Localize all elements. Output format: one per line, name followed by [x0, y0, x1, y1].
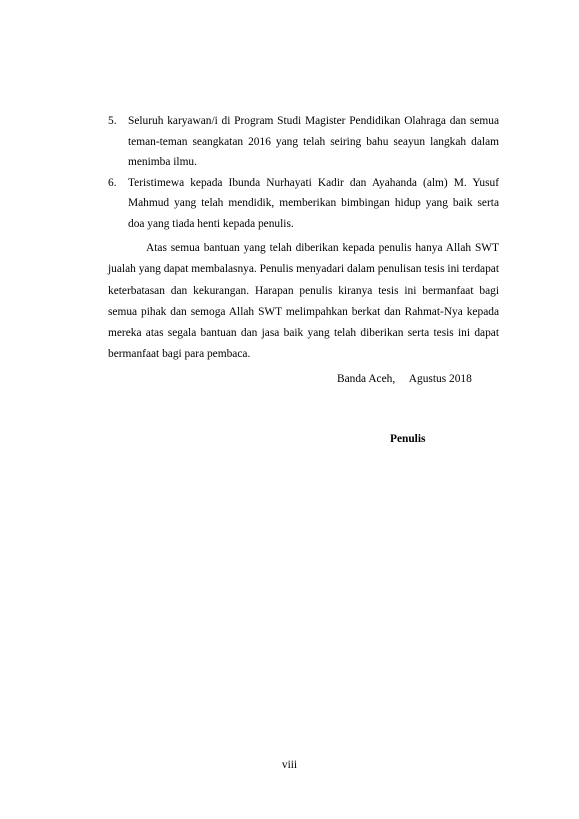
- author-signature: Penulis: [390, 433, 426, 445]
- list-item-text: Seluruh karyawan/i di Program Studi Magister Pendidikan Olahraga dan semua teman-teman seangkatan 2016 yang telah seiring bahu seayun langkah dalam menimba ilmu.: [128, 115, 499, 168]
- list-item: [108, 173, 499, 235]
- page-number: viii: [281, 759, 298, 771]
- list-item-text: Teristimewa kepada Ibunda Nurhayati Kadir dan Ayahanda (alm) M. Yusuf Mahmud yang telah mendidik, memberikan bimbingan hidup yang baik serta doa yang tiada henti kepada penulis.: [128, 176, 499, 230]
- place-date: Banda Aceh, Agustus 2018: [337, 373, 472, 385]
- closing-paragraph: Atas semua bantuan yang telah diberikan kepada penulis hanya Allah SWT jualah yang dapat membalasnya. Penulis menyadari dalam penulisan tesis ini terdapat keterbatasan dan kekurangan. Harapan penulis kiranya tesis ini bermanfaat bagi semua pihak dan semoga Allah SWT melimpahkan berkat dan Rahmat-Nya kepada mereka atas segala bantuan dan jasa baik yang telah diberikan serta tesis ini dapat bermanfaat bagi para pembaca.: [108, 242, 499, 361]
- list-item-number: 6.: [108, 176, 117, 189]
- list-item-number: 5.: [108, 115, 117, 127]
- acknowledgement-list: [108, 111, 499, 234]
- list-item: [108, 111, 499, 173]
